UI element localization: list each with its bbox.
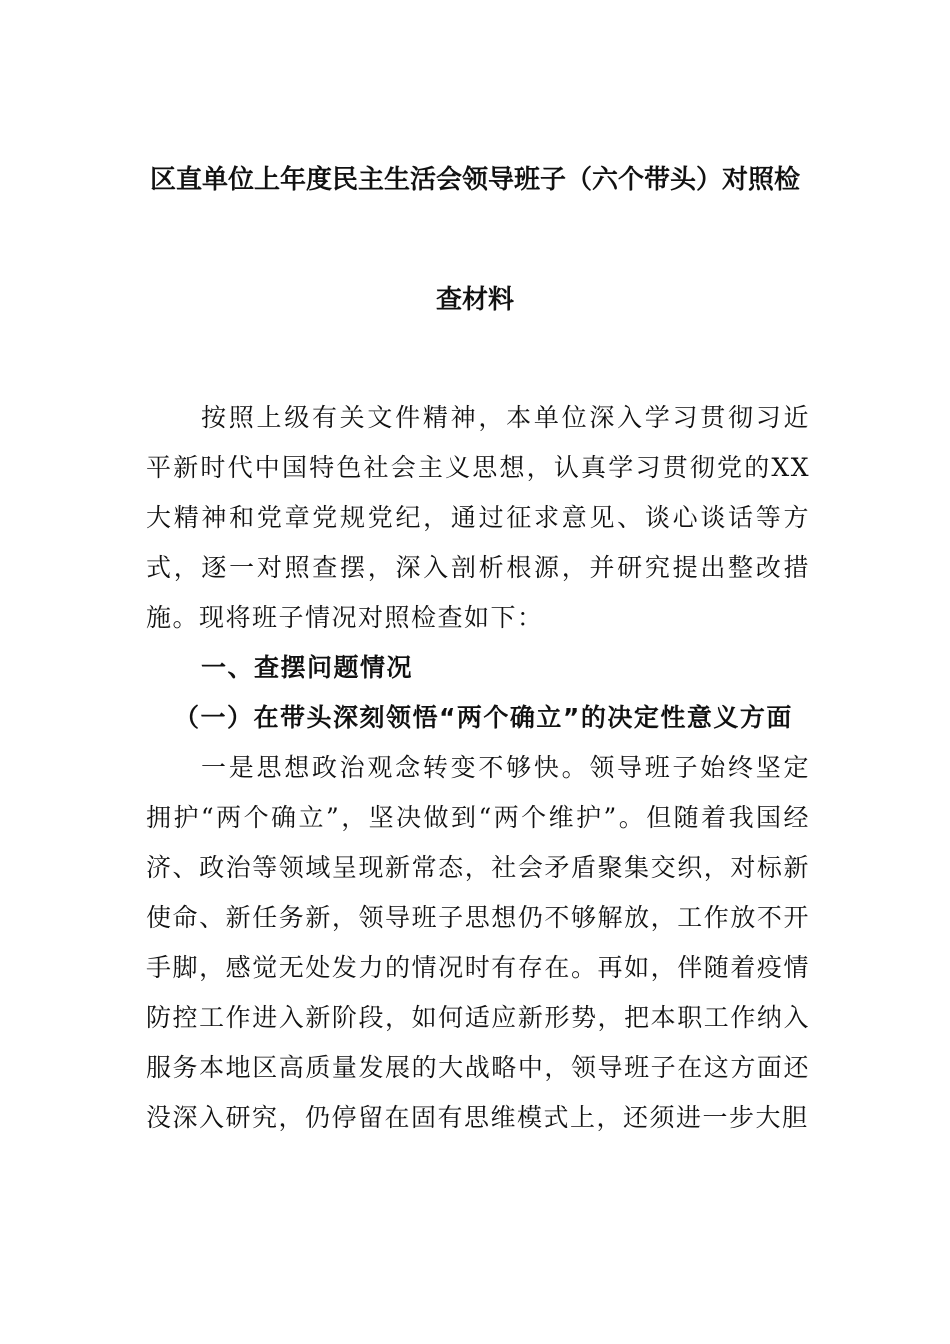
document-title-line-1: 区直单位上年度民主生活会领导班子（六个带头）对照检 xyxy=(149,165,800,195)
section-heading: 一、查摆问题情况 xyxy=(201,653,414,682)
subsection-heading: （一）在带头深刻领悟“两个确立”的决定性意义方面 xyxy=(174,703,793,732)
intro-paragraph: 按照上级有关文件精神，本单位深入学习贯彻习近平新时代中国特色社会主义思想，认真学习贯彻党的XX大精神和党章党规党纪，通过征求意见、谈心谈话等方式，逐一对照查摆，深入剖析根源，并研究提出整改措施。现将班子情况对照检查如下： xyxy=(146,403,810,632)
document-body xyxy=(146,393,810,1143)
body-paragraph: 一是思想政治观念转变不够快。领导班子始终坚定拥护“两个确立”，坚决做到“两个维护”。但随着我国经济、政治等领域呈现新常态，社会矛盾聚集交织，对标新使命、新任务新，领导班子思想仍不够解放，工作放不开手脚，感觉无处发力的情况时有存在。再如，伴随着疫情防控工作进入新阶段，如何适应新形势，把本职工作纳入服务本地区高质量发展的大战略中，领导班子在这方面还没深入研究，仍停留在固有思维模式上，还须进一步大胆 xyxy=(146,753,810,1132)
document-title-line-2: 查材料 xyxy=(435,285,514,315)
